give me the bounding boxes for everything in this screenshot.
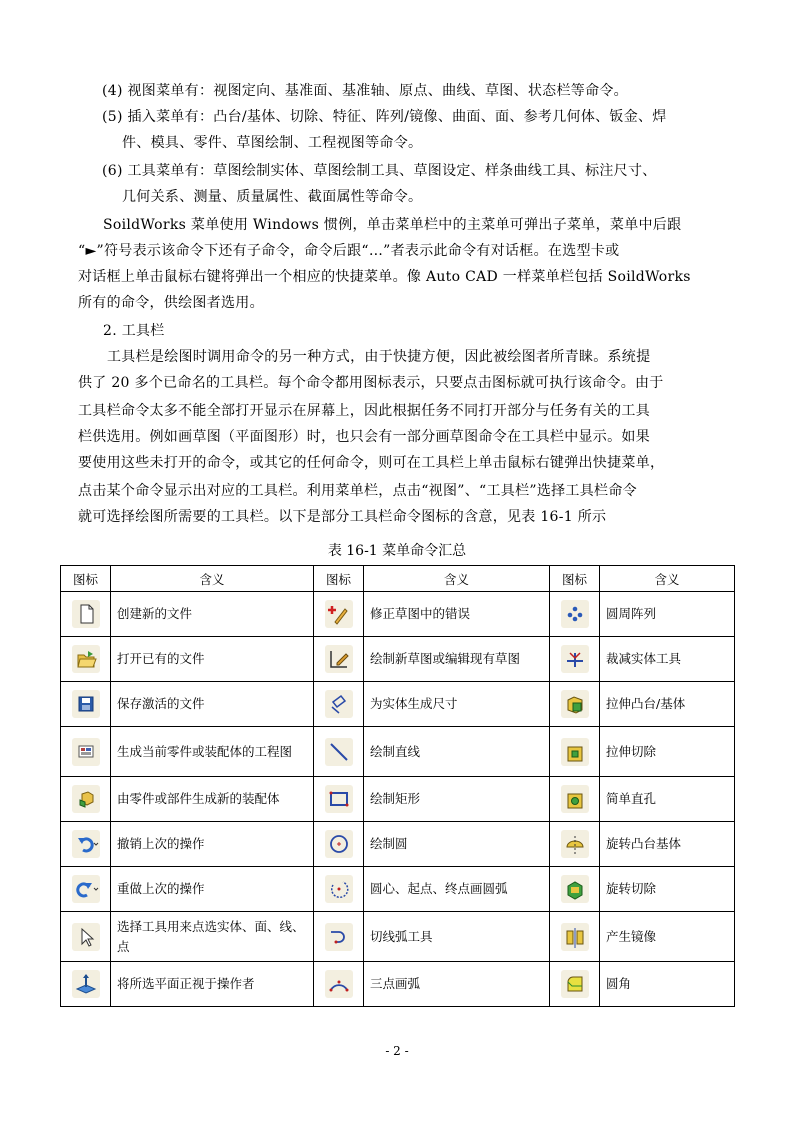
meaning-cell: 切线弧工具 (364, 912, 550, 962)
icon-cell (314, 637, 364, 682)
meaning-cell: 打开已有的文件 (111, 637, 314, 682)
meaning-cell: 绘制新草图或编辑现有草图 (364, 637, 550, 682)
icon-cell (61, 592, 111, 637)
meaning-cell: 创建新的文件 (111, 592, 314, 637)
tangent-arc-icon (325, 923, 353, 951)
meaning-cell: 圆心、起点、终点画圆弧 (364, 867, 550, 912)
header-meaning: 含义 (364, 566, 550, 592)
circle-icon (325, 830, 353, 858)
icon-cell (61, 777, 111, 822)
header-icon: 图标 (550, 566, 600, 592)
icon-cell (314, 777, 364, 822)
revolved-cut-icon (561, 875, 589, 903)
header-icon: 图标 (314, 566, 364, 592)
icon-cell (314, 727, 364, 777)
paragraph-line: (4) 视图菜单有：视图定向、基准面、基准轴、原点、曲线、草图、状态栏等命令。 (102, 83, 628, 99)
icon-cell (550, 822, 600, 867)
icon-cell (550, 682, 600, 727)
paragraph-line: 件、模具、零件、草图绘制、工程视图等命令。 (122, 135, 423, 151)
icon-cell (314, 682, 364, 727)
meaning-cell: 为实体生成尺寸 (364, 682, 550, 727)
icon-cell (61, 822, 111, 867)
meaning-cell: 保存激活的文件 (111, 682, 314, 727)
undo-icon (72, 830, 100, 858)
icon-cell (61, 867, 111, 912)
table-row (61, 637, 735, 682)
table-row (61, 592, 735, 637)
paragraph-line: “►”符号表示该命令下还有子命令，命令后跟“…”者表示此命令有对话框。在选型卡或 (78, 243, 620, 259)
paragraph-line: 对话框上单击鼠标右键将弹出一个相应的快捷菜单。像 Auto CAD 一样菜单栏包括 SoildWorks (78, 269, 691, 285)
paragraph-line: SoildWorks 菜单使用 Windows 惯例，单击菜单栏中的主菜单可弹出子菜单，菜单中后跟 (103, 217, 682, 233)
revolved-boss-icon (561, 830, 589, 858)
extruded-boss-icon (561, 690, 589, 718)
smart-dimension-icon (325, 690, 353, 718)
mirror-icon (561, 923, 589, 951)
paragraph-line: 点击某个命令显示出对应的工具栏。利用菜单栏，点击“视图”、“工具栏”选择工具栏命令 (78, 483, 637, 499)
meaning-cell: 重做上次的操作 (111, 867, 314, 912)
meaning-cell: 拉伸切除 (600, 727, 735, 777)
icon-cell (550, 637, 600, 682)
icon-cell (550, 777, 600, 822)
meaning-cell: 绘制圆 (364, 822, 550, 867)
meaning-cell: 拉伸凸台/基体 (600, 682, 735, 727)
icon-cell (61, 637, 111, 682)
simple-hole-icon (561, 785, 589, 813)
meaning-cell: 旋转凸台基体 (600, 822, 735, 867)
save-disk-icon (72, 690, 100, 718)
header-meaning: 含义 (111, 566, 314, 592)
meaning-cell: 裁减实体工具 (600, 637, 735, 682)
meaning-cell: 由零件或部件生成新的装配体 (111, 777, 314, 822)
icon-cell (314, 822, 364, 867)
open-folder-icon (72, 645, 100, 673)
icon-cell (550, 912, 600, 962)
meaning-cell: 三点画弧 (364, 962, 550, 1007)
meaning-cell: 产生镜像 (600, 912, 735, 962)
paragraph-line: 供了 20 多个已命名的工具栏。每个命令都用图标表示，只要点击图标就可执行该命令。由于 (78, 375, 664, 391)
meaning-cell: 绘制直线 (364, 727, 550, 777)
meaning-cell: 圆周阵列 (600, 592, 735, 637)
extruded-cut-icon (561, 738, 589, 766)
table-row (61, 822, 735, 867)
normal-to-icon (72, 970, 100, 998)
sketch-pencil-icon (325, 645, 353, 673)
table-row (61, 912, 735, 962)
trim-entities-icon (561, 645, 589, 673)
icon-cell (550, 592, 600, 637)
meaning-cell: 圆角 (600, 962, 735, 1007)
icon-cell (314, 912, 364, 962)
table-row (61, 682, 735, 727)
icon-cell (550, 962, 600, 1007)
centerpoint-arc-icon (325, 875, 353, 903)
meaning-cell: 修正草图中的错误 (364, 592, 550, 637)
drawing-sheet-icon (72, 738, 100, 766)
paragraph-line: 工具栏是绘图时调用命令的另一种方式，由于快捷方便，因此被绘图者所青睐。系统提 (107, 349, 651, 365)
icon-cell (61, 727, 111, 777)
icon-cell (61, 682, 111, 727)
icon-cell (314, 962, 364, 1007)
three-point-arc-icon (325, 970, 353, 998)
line-icon (325, 738, 353, 766)
meaning-cell: 生成当前零件或装配体的工程图 (111, 727, 314, 777)
meaning-cell: 旋转切除 (600, 867, 735, 912)
paragraph-line: 栏供选用。例如画草图（平面图形）时，也只会有一部分画草图命令在工具栏中显示。如果 (78, 429, 650, 445)
circular-pattern-icon (561, 600, 589, 628)
icon-cell (314, 592, 364, 637)
page-number: - 2 - (385, 1044, 409, 1058)
assembly-icon (72, 785, 100, 813)
paragraph-line: (5) 插入菜单有：凸台/基体、切除、特征、阵列/镜像、曲面、面、参考几何体、钣金、焊 (102, 109, 667, 125)
paragraph-line: 要使用这些未打开的命令，或其它的任何命令，则可在工具栏上单击鼠标右键弹出快捷菜单， (78, 455, 665, 471)
header-meaning: 含义 (600, 566, 735, 592)
table-caption: 表 16-1 菜单命令汇总 (327, 543, 467, 559)
new-document-icon (72, 600, 100, 628)
section-heading: 2. 工具栏 (103, 323, 165, 339)
fillet-icon (561, 970, 589, 998)
table-row (61, 962, 735, 1007)
icon-cell (550, 867, 600, 912)
paragraph-line: 就可选择绘图所需要的工具栏。以下是部分工具栏命令图标的含意，见表 16-1 所示 (78, 509, 607, 525)
table-row (61, 727, 735, 777)
paragraph-line: 几何关系、测量、质量属性、截面属性等命令。 (122, 189, 423, 205)
meaning-cell: 撤销上次的操作 (111, 822, 314, 867)
paragraph-line: (6) 工具菜单有：草图绘制实体、草图绘制工具、草图设定、样条曲线工具、标注尺寸、 (102, 163, 657, 179)
meaning-cell: 将所选平面正视于操作者 (111, 962, 314, 1007)
paragraph-line: 工具栏命令太多不能全部打开显示在屏幕上，因此根据任务不同打开部分与任务有关的工具 (78, 403, 650, 419)
redo-icon (72, 875, 100, 903)
icon-cell (61, 912, 111, 962)
table-row (61, 867, 735, 912)
icon-cell (550, 727, 600, 777)
meaning-cell: 绘制矩形 (364, 777, 550, 822)
meaning-cell: 简单直孔 (600, 777, 735, 822)
table-header-row (61, 566, 735, 592)
icon-cell (61, 962, 111, 1007)
edit-sketch-error-icon (325, 600, 353, 628)
menu-command-table (60, 565, 735, 1007)
header-icon: 图标 (61, 566, 111, 592)
paragraph-line: 所有的命令，供绘图者选用。 (78, 295, 264, 311)
rectangle-icon (325, 785, 353, 813)
select-arrow-icon (72, 923, 100, 951)
meaning-cell: 选择工具用来点选实体、面、线、点 (111, 912, 314, 962)
table-row (61, 777, 735, 822)
icon-cell (314, 867, 364, 912)
